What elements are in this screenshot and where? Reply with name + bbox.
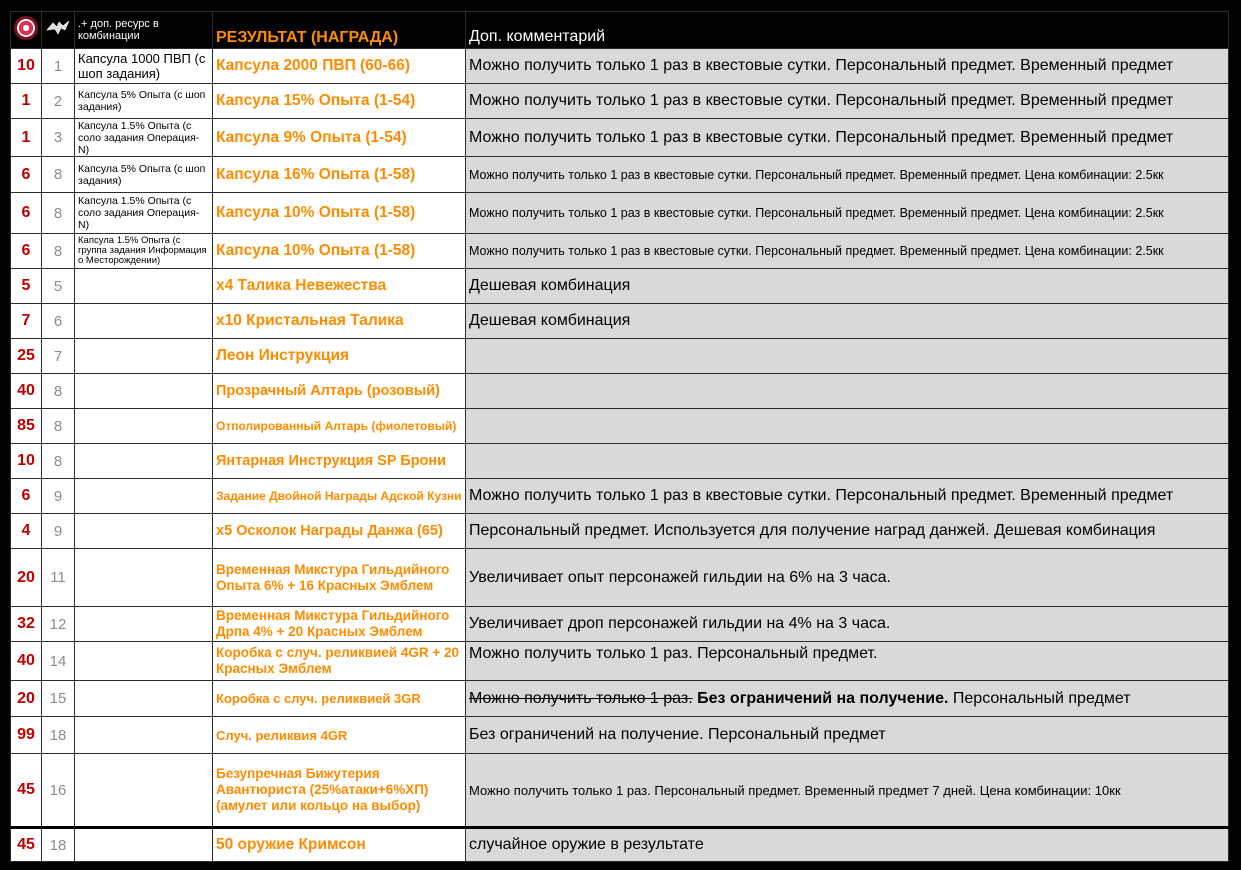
index-cell: 9 [42,479,75,514]
combination-table [10,11,1229,862]
extra-resource-cell [75,304,213,339]
cost-cell: 99 [11,717,42,754]
index-cell: 7 [42,339,75,374]
result-cell: Прозрачный Алтарь (розовый) [213,374,466,409]
comment-cell [466,681,1229,717]
result-cell: Капсула 10% Опыта (1-58) [213,234,466,269]
result-cell: Временная Микстура Гильдийного Дрпа 4% + 20 Красных Эмблем [213,607,466,642]
cost-cell: 6 [11,157,42,193]
extra-resource-cell [75,642,213,681]
extra-resource-cell [75,754,213,828]
comment-cell: Можно получить только 1 раз в квестовые сутки. Персональный предмет. Временный предмет. Цена комбинации: 2.5кк [466,157,1229,193]
table-row [11,119,1229,157]
extra-resource-cell [75,514,213,549]
table-row [11,234,1229,269]
index-cell: 16 [42,754,75,828]
comment-cell: Можно получить только 1 раз в квестовые сутки. Персональный предмет. Временный предмет [466,49,1229,84]
result-cell: Временная Микстура Гильдийного Опыта 6% + 16 Красных Эмблем [213,549,466,607]
result-cell: Капсула 2000 ПВП (60-66) [213,49,466,84]
extra-resource-cell [75,717,213,754]
comment-cell [466,339,1229,374]
table-header-row [11,12,1229,49]
extra-resource-cell [75,374,213,409]
table-row [11,339,1229,374]
winged-creature-icon [45,18,71,38]
result-cell: Коробка с случ. реликвией 3GR [213,681,466,717]
index-cell: 9 [42,514,75,549]
cost-cell: 45 [11,754,42,828]
cost-cell: 7 [11,304,42,339]
index-cell: 14 [42,642,75,681]
index-cell: 11 [42,549,75,607]
result-cell: Капсула 9% Опыта (1-54) [213,119,466,157]
comment-cell: Дешевая комбинация [466,304,1229,339]
bold-comment: Без ограничений на получение. [697,689,949,707]
extra-resource-cell [75,607,213,642]
index-cell: 6 [42,304,75,339]
table-row [11,681,1229,717]
cost-cell: 45 [11,828,42,862]
extra-resource-cell [75,269,213,304]
result-cell: Леон Инструкция [213,339,466,374]
cost-cell: 20 [11,681,42,717]
header-cell-icon2 [42,12,75,49]
cost-cell: 10 [11,49,42,84]
extra-resource-cell: Капсула 5% Опыта (с шоп задания) [75,84,213,119]
extra-resource-cell [75,828,213,862]
cost-cell: 5 [11,269,42,304]
extra-resource-cell [75,479,213,514]
comment-cell [466,374,1229,409]
extra-resource-cell: Капсула 1.5% Опыта (с группа задания Информация о Месторождении) [75,234,213,269]
index-cell: 8 [42,193,75,234]
index-cell: 8 [42,157,75,193]
result-cell: Задание Двойной Награды Адской Кузни [213,479,466,514]
table-row [11,409,1229,444]
comment-cell: случайное оружие в результате [466,828,1229,862]
extra-resource-cell [75,444,213,479]
table-row [11,193,1229,234]
index-cell: 18 [42,717,75,754]
comment-cell [466,444,1229,479]
table-row [11,514,1229,549]
comment-cell: Можно получить только 1 раз. Персональный предмет. Временный предмет 7 дней. Цена комбинации: 10кк [466,754,1229,828]
comment-rest: Персональный предмет [952,689,1131,707]
table-row [11,269,1229,304]
comment-cell: Дешевая комбинация [466,269,1229,304]
comment-cell: Можно получить только 1 раз. Персональный предмет. [466,642,1229,681]
result-cell: Отполированный Алтарь (фиолетовый) [213,409,466,444]
cost-cell: 1 [11,119,42,157]
extra-resource-cell [75,549,213,607]
table-row [11,549,1229,607]
cost-cell: 6 [11,479,42,514]
header-result: РЕЗУЛЬТАТ (НАГРАДА) [213,12,466,49]
table-row [11,49,1229,84]
cost-cell: 20 [11,549,42,607]
extra-resource-cell [75,339,213,374]
result-cell: Коробка с случ. реликвией 4GR + 20 Красных Эмблем [213,642,466,681]
cost-cell: 32 [11,607,42,642]
extra-resource-cell [75,409,213,444]
comment-cell: Без ограничений на получение. Персональный предмет [466,717,1229,754]
index-cell: 2 [42,84,75,119]
result-cell: x4 Талика Невежества [213,269,466,304]
table-row [11,84,1229,119]
result-cell: Капсула 15% Опыта (1-54) [213,84,466,119]
result-cell: 50 оружие Кримсон [213,828,466,862]
table-row [11,479,1229,514]
comment-cell: Можно получить только 1 раз в квестовые сутки. Персональный предмет. Временный предмет. Цена комбинации: 2.5кк [466,193,1229,234]
index-cell: 18 [42,828,75,862]
cost-cell: 6 [11,234,42,269]
header-comment: Доп. комментарий [466,12,1229,49]
index-cell: 12 [42,607,75,642]
table-row [11,828,1229,862]
table-row [11,157,1229,193]
comment-cell [466,409,1229,444]
cost-cell: 6 [11,193,42,234]
table-row [11,717,1229,754]
index-cell: 8 [42,444,75,479]
table-row [11,754,1229,828]
comment-cell: Увеличивает опыт персонажей гильдии на 6% на 3 часа. [466,549,1229,607]
extra-resource-cell [75,681,213,717]
index-cell: 15 [42,681,75,717]
extra-resource-cell: Капсула 1000 ПВП (с шоп задания) [75,49,213,84]
extra-resource-cell: Капсула 1.5% Опыта (с соло задания Операция-N) [75,119,213,157]
cost-cell: 40 [11,642,42,681]
result-cell: x5 Осколок Награды Данжа (65) [213,514,466,549]
cost-cell: 25 [11,339,42,374]
cost-cell: 10 [11,444,42,479]
index-cell: 8 [42,409,75,444]
index-cell: 8 [42,374,75,409]
struck-comment: Можно получить только 1 раз. [469,689,693,707]
table-row [11,304,1229,339]
index-cell: 1 [42,49,75,84]
table-row [11,642,1229,681]
index-cell: 3 [42,119,75,157]
table-row [11,444,1229,479]
extra-resource-cell: Капсула 1.5% Опыта (с соло задания Операция-N) [75,193,213,234]
comment-cell: Можно получить только 1 раз в квестовые сутки. Персональный предмет. Временный предмет [466,84,1229,119]
table-row [11,607,1229,642]
cost-cell: 40 [11,374,42,409]
result-cell: Капсула 16% Опыта (1-58) [213,157,466,193]
comment-cell: Можно получить только 1 раз в квестовые сутки. Персональный предмет. Временный предмет [466,119,1229,157]
result-cell: Случ. реликвия 4GR [213,717,466,754]
cost-cell: 4 [11,514,42,549]
header-extra-resource: .+ доп. ресурс в комбинации [75,12,213,49]
result-cell: Янтарная Инструкция SP Брони [213,444,466,479]
cost-cell: 1 [11,84,42,119]
combination-table-container [10,11,1229,862]
comment-cell: Персональный предмет. Используется для получение наград данжей. Дешевая комбинация [466,514,1229,549]
index-cell: 8 [42,234,75,269]
cost-cell: 85 [11,409,42,444]
result-cell: x10 Кристальная Талика [213,304,466,339]
table-row [11,374,1229,409]
extra-resource-cell: Капсула 5% Опыта (с шоп задания) [75,157,213,193]
comment-cell: Увеличивает дроп персонажей гильдии на 4% на 3 часа. [466,607,1229,642]
index-cell: 5 [42,269,75,304]
comment-cell: Можно получить только 1 раз в квестовые сутки. Персональный предмет. Временный предмет [466,479,1229,514]
header-cell-icon1 [11,12,42,49]
comment-cell: Можно получить только 1 раз в квестовые сутки. Персональный предмет. Временный предмет. Цена комбинации: 2.5кк [466,234,1229,269]
result-cell: Капсула 10% Опыта (1-58) [213,193,466,234]
result-cell: Безупречная Бижутерия Авантюриста (25%атаки+6%ХП)(амулет или кольцо на выбор) [213,754,466,828]
crimson-gem-icon [14,16,38,40]
